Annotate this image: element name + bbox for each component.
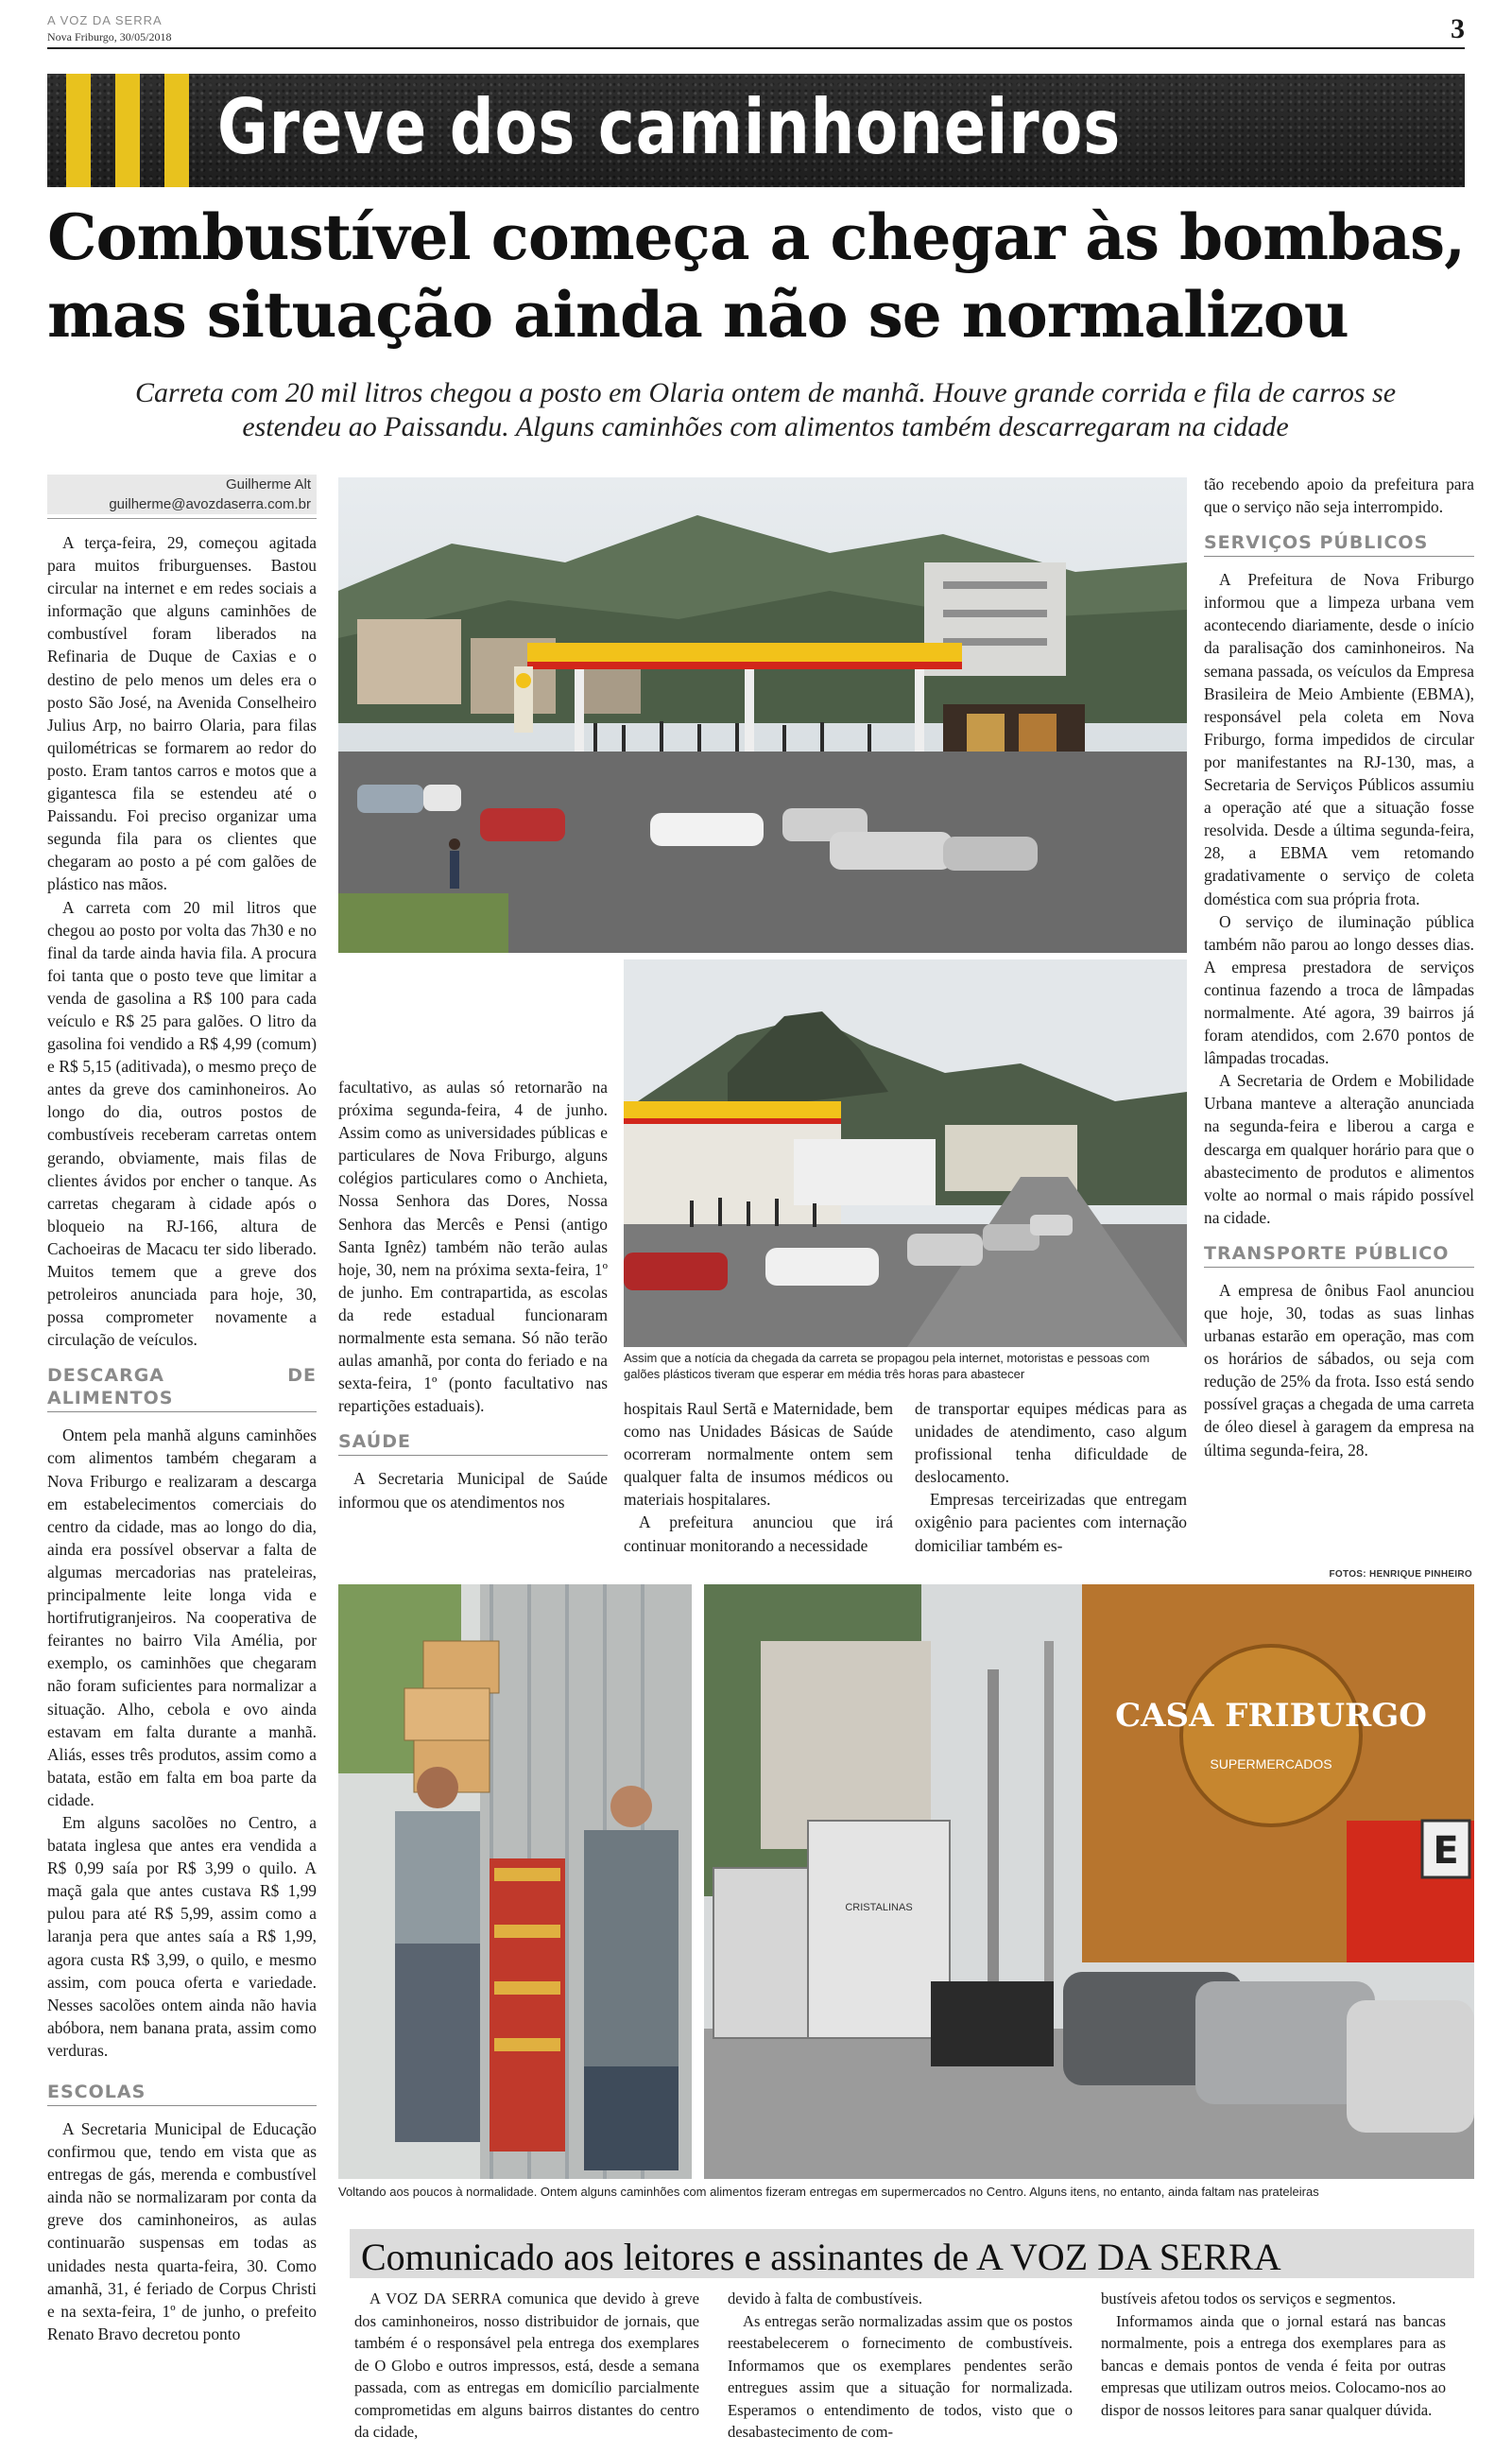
notice-column-3 — [1101, 2288, 1446, 2421]
banner-stripe — [66, 74, 91, 187]
paragraph: hospitais Raul Sertã e Maternidade, bem como nas Unidades Básicas de Saúde ocorreram normalmente ontem sem qualquer falta de insumos médicos ou materiais hospitalares. — [624, 1399, 893, 1510]
truck-label: CRISTALINAS — [845, 1902, 913, 1913]
sign-e: E — [1433, 1829, 1459, 1873]
notice-column-2 — [728, 2288, 1073, 2444]
byline-rule — [47, 518, 317, 519]
masthead — [47, 13, 1465, 51]
photo-unloading — [338, 1584, 692, 2179]
page-number: 3 — [1451, 13, 1465, 44]
notice-title-bar — [350, 2229, 1474, 2278]
column-4 — [915, 1397, 1187, 1557]
photo-fuel-queue — [624, 959, 1187, 1347]
byline-author: Guilherme Alt — [225, 476, 311, 493]
paragraph: A Secretaria Municipal de Educação confirmou que, tendo em vista que as entregas de gás, merenda e combustível ainda não se normalizaram por conta da greve dos caminhoneiros, as aulas continuarão suspensas em todas as unidades nesta quarta-feira, 30. Como amanhã, 31, é feriado de Corpus Christi e na sexta-feira, 1º de junho, o prefeito Renato Bravo decretou ponto — [47, 2119, 317, 2343]
paragraph: A prefeitura anunciou que irá continuar monitorando a necessidade — [624, 1512, 893, 1555]
paragraph: O serviço de iluminação pública também não parou ao longo desses dias. A empresa prestadora de serviços continua fazendo a troca de lâmpadas normalmente. Até agora, 39 bairros já foram atendidos, com 2.670 pontos de lâmpadas trocadas. — [1204, 911, 1474, 1068]
paragraph: A Secretaria de Ordem e Mobilidade Urbana manteve a alteração anunciada na segunda-feira e liberou a carga e descarga em qualquer horário para que o abastecimento de produtos e alimentos volte ao normal o mais rápido possível na cidade. — [1204, 1071, 1474, 1227]
sign-casa-friburgo: CASA FRIBURGO — [1115, 1697, 1427, 1735]
masthead-date: Nova Friburgo, 30/05/2018 — [47, 30, 172, 43]
section-heading-saude: SAÚDE — [338, 1430, 608, 1456]
section-heading-transporte: TRANSPORTE PÚBLICO — [1204, 1242, 1474, 1268]
notice-box — [350, 2229, 1474, 2448]
photo-gas-station — [338, 477, 1187, 953]
notice-column-1 — [354, 2288, 699, 2444]
photo-credit: FOTOS: HENRIQUE PINHEIRO — [1329, 1569, 1472, 1580]
section-banner — [47, 74, 1465, 187]
paragraph: A carreta com 20 mil litros que chegou ao posto por volta das 7h30 e no final da tarde ainda havia fila. A procura foi tanta que o posto teve que limitar a venda de gasolina a R$ 100 para cada veículo e R$ 25 para galões. O litro da gasolina foi vendido a R$ 4,99 (comum) e R$ 5,15 (aditivada), o mesmo preço de antes da greve dos caminhoneiros. Ao longo do dia, outros postos de combustíveis receberam carretas ontem gerando, obviamente, mais filas de clientes ávidos por encher o tanque. As carretas chegaram à cidade após o bloqueio na RJ-166, altura de Cachoeiras de Macacu ter sido liberado. Muitos temem que a greve dos petroleiros anunciada para hoje, 30, possa comprometer novamente a circulação de veículos. — [47, 897, 317, 1350]
paragraph: A terça-feira, 29, começou agitada para muitos friburguenses. Bastou circular na internet e em redes sociais a informação que alguns caminhões de combustível foram liberados na Refinaria de Duque de Caxias e o destino de pelo menos um deles era o posto São José, na Avenida Conselheiro Julius Arp, no bairro Olaria, para filas quilométricas se formarem ao redor do posto. Eram tantos carros e motos que a gigantesca fila se estendeu até o Paissandu. Foi preciso organizar uma segunda fila para os clientes que chegaram ao posto a pé com galões de plástico nas mãos. — [47, 533, 317, 894]
banner-stripe — [164, 74, 189, 187]
headline: Combustível começa a chegar às bombas, mas situação ainda não se normalizou — [47, 200, 1466, 352]
paragraph: tão recebendo apoio da prefeitura para que o serviço não seja interrompido. — [1204, 475, 1474, 517]
banner-stripe — [115, 74, 140, 187]
section-heading-descarga: DESCARGA DE ALIMENTOS — [47, 1364, 317, 1412]
byline-email[interactable]: guilherme@avozdaserra.com.br — [109, 496, 311, 512]
paragraph: A empresa de ônibus Faol anunciou que hoje, 30, todas as suas linhas urbanas estarão em operação, mas com os horários de sábados, ou seja com redução de 25% da frota. Isso está sendo possível graças a chegada de uma carreta de óleo diesel à garagem da empresa na última segunda-feira, 28. — [1204, 1280, 1474, 1460]
masthead-rule — [47, 47, 1465, 49]
paragraph: A Secretaria Municipal de Saúde informou que os atendimentos nos — [338, 1469, 608, 1512]
masthead-name: A VOZ DA SERRA — [47, 13, 163, 27]
byline — [47, 475, 317, 514]
column-5 — [1204, 473, 1474, 1461]
photo-supermarket-street — [704, 1584, 1474, 2179]
section-heading-escolas: ESCOLAS — [47, 2081, 317, 2106]
photo-caption-2: Voltando aos poucos à normalidade. Ontem alguns caminhões com alimentos fizeram entregas em supermercados no Centro. Alguns itens, no entanto, ainda faltam nas prateleiras — [338, 2185, 1319, 2199]
banner-title: Greve dos caminhoneiros — [217, 83, 1122, 171]
sign-supermercados: SUPERMERCADOS — [1210, 1756, 1332, 1771]
photo-caption-1: Assim que a notícia da chegada da carreta se propagou pela internet, motoristas e pessoas com galões plásticos tiveram que esperar em média três horas para abastecer — [624, 1351, 1150, 1381]
notice-title: Comunicado aos leitores e assinantes de A VOZ DA SERRA — [361, 2236, 1281, 2278]
paragraph: bustíveis afetou todos os serviços e segmentos. — [1101, 2290, 1397, 2307]
paragraph: Empresas terceirizadas que entregam oxigênio para pacientes com internação domiciliar também es- — [915, 1490, 1187, 1555]
paragraph: A Prefeitura de Nova Friburgo informou que a limpeza urbana vem acontecendo diariamente, desde o início da paralisação dos caminhoneiros. Na semana passada, os veículos da Empresa Brasileira de Meio Ambiente (EBMA), responsável pela coleta em Nova Friburgo, forma impedidos de circular por manifestantes na RJ-130, mas, a Secretaria de Serviços Públicos assumiu a operação até que a situação fosse resolvida. Desde a última segunda-feira, 28, a EBMA vem retomando gradativamente o serviço de coleta doméstica com sua própria frota. — [1204, 570, 1474, 908]
paragraph: Informamos ainda que o jornal estará nas bancas normalmente, pois a entrega dos exemplares para as bancas e demais pontos de venda é feita por outras empresas que utilizam outros meios. Colocamo-nos ao dispor de nossos leitores para sanar qualquer dúvida. — [1101, 2311, 1446, 2419]
paragraph: A VOZ DA SERRA comunica que devido à greve dos caminhoneiros, nosso distribuidor de jornais, que também é o responsável pela entrega dos exemplares de O Globo e outros impressos, está, desde a semana passada, com as entregas em domicílio parcialmente comprometidas em alguns bairros distantes do centro da cidade, — [354, 2290, 699, 2441]
column-2 — [338, 1076, 608, 1513]
paragraph: facultativo, as aulas só retornarão na próxima segunda-feira, 4 de junho. Assim como as universidades públicas e particulares de Nova Friburgo, alguns colégios particulares como o Anchieta, Nossa Senhora das Dores, Nossa Senhora das Mercês e Pensi (antigo Santa Ignêz) também não terão aulas hoje, 30, nem na próxima sexta-feira, 1º de junho. Em contrapartida, as escolas da rede estadual funcionaram normalmente esta semana. Só não terão aulas amanhã, por conta do feriado e na sexta-feira, 1º (ponto facultativo nas repartições estaduais). — [338, 1078, 608, 1416]
section-heading-servicos: SERVIÇOS PÚBLICOS — [1204, 531, 1474, 557]
paragraph: devido à falta de combustíveis. — [728, 2290, 922, 2307]
deck: Carreta com 20 mil litros chegou a posto em Olaria ontem de manhã. Houve grande corrida e fila de carros se estendeu ao Paissandu. Alguns caminhões com alimentos também descarregaram na cidade — [134, 377, 1397, 442]
column-3 — [624, 1397, 893, 1557]
paragraph: de transportar equipes médicas para as unidades de atendimento, caso algum profissional tenha dificuldade de deslocamento. — [915, 1399, 1187, 1487]
paragraph: Em alguns sacolões no Centro, a batata inglesa que antes era vendida a R$ 0,99 saía por R$ 3,99 o quilo. A maçã gala que antes custava R$ 1,99 pulou para até R$ 5,99, assim como a laranja pera que antes saía a R$ 1,99, agora custa R$ 3,99, o quilo, e mesmo assim, com pouca oferta e variedade. Nesses sacolões ontem ainda não havia abóbora, nem banana prata, assim como verduras. — [47, 1812, 317, 2060]
column-1 — [47, 531, 317, 2345]
paragraph: Ontem pela manhã alguns caminhões com alimentos também chegaram a Nova Friburgo e realizaram a descarga em estabelecimentos comerciais do centro da cidade, mas ao longo do dia, ainda era possível observar a falta de algumas mercadorias nas prateleiras, principalmente leite longa vida e hortifrutigranjeiros. Na cooperativa de feirantes no bairro Vila Amélia, por exemplo, os caminhões que chegaram não foram suficientes para normalizar a situação. Alho, cebola e ovo ainda estavam em falta durante a manhã. Aliás, esses três produtos, assim como a batata, estão em falta em boa parte da cidade. — [47, 1426, 317, 1809]
paragraph: As entregas serão normalizadas assim que os postos reestabelecerem o fornecimento de combustíveis. Informamos que os exemplares pendentes serão entregues assim que a situação for normalizada. Esperamos o entendimento de todos, visto que o desabastecimento de com- — [728, 2311, 1073, 2441]
